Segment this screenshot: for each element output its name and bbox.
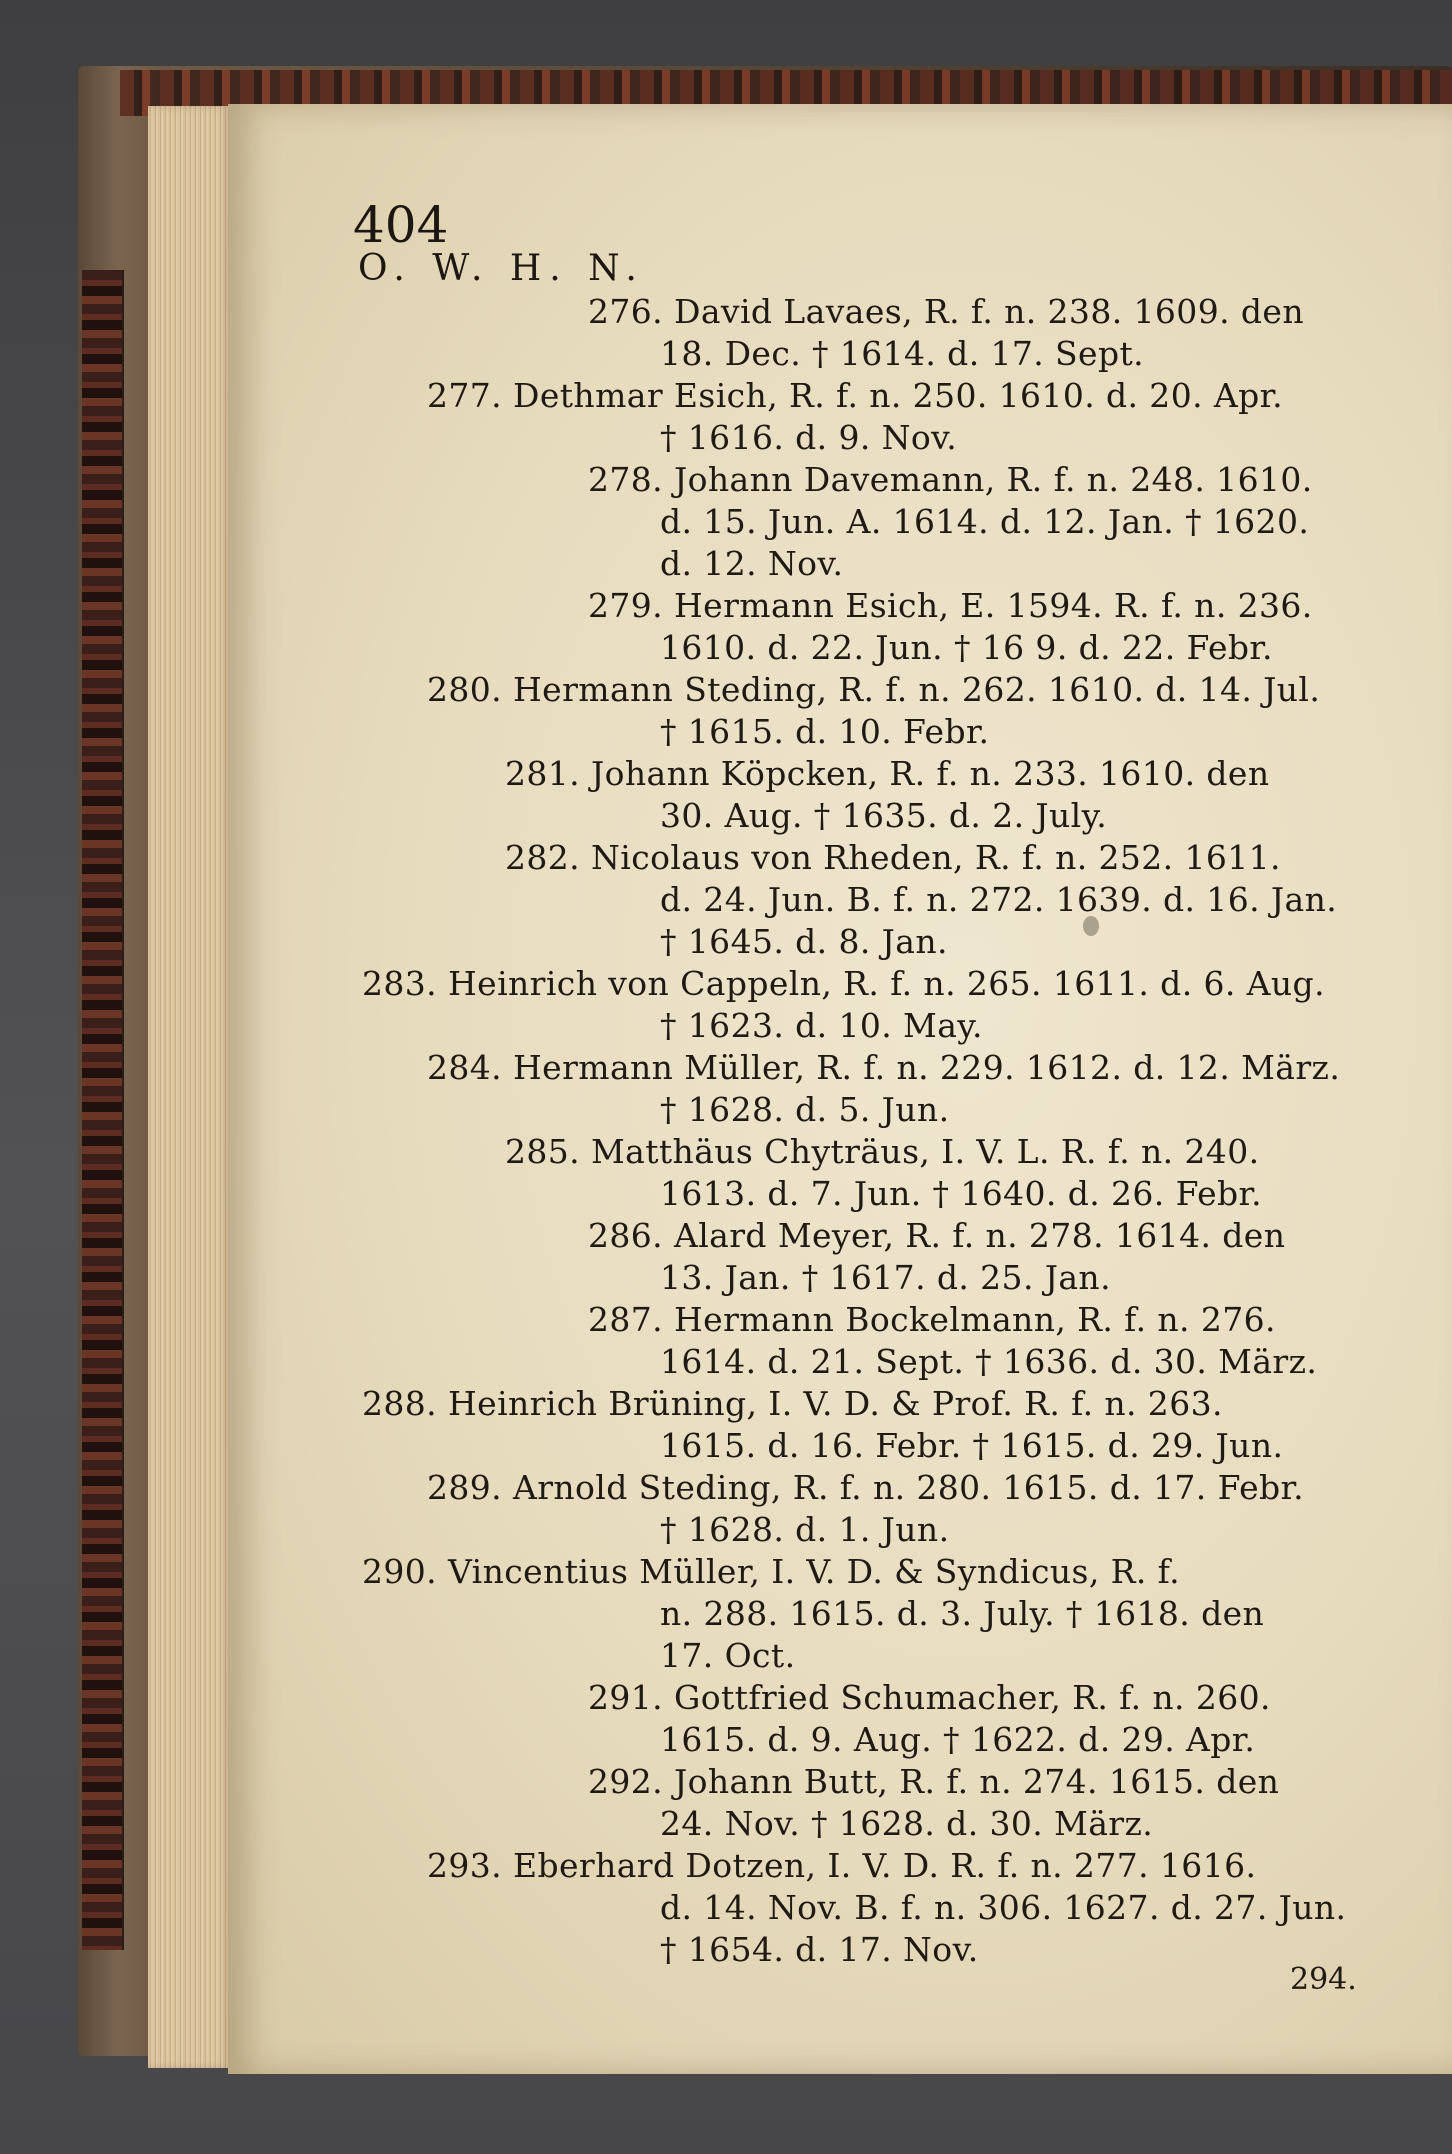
text-line: n. 288. 1615. d. 3. July. † 1618. den — [660, 1594, 1265, 1633]
text-line: † 1628. d. 5. Jun. — [660, 1090, 950, 1129]
text-line: 293. Eberhard Dotzen, I. V. D. R. f. n. 277. 1616. — [427, 1846, 1257, 1885]
text-line: 24. Nov. † 1628. d. 30. März. — [660, 1804, 1154, 1843]
text-line: 278. Johann Davemann, R. f. n. 248. 1610. — [588, 460, 1313, 499]
running-heading: O. W. H. N. — [358, 248, 645, 289]
text-line: 287. Hermann Bockelmann, R. f. n. 276. — [588, 1300, 1276, 1339]
text-line: † 1616. d. 9. Nov. — [660, 418, 958, 457]
text-line: 1614. d. 21. Sept. † 1636. d. 30. März. — [660, 1342, 1318, 1381]
text-line: † 1615. d. 10. Febr. — [660, 712, 990, 751]
text-line: † 1623. d. 10. May. — [660, 1006, 983, 1045]
text-line: d. 12. Nov. — [660, 544, 844, 583]
text-line: 277. Dethmar Esich, R. f. n. 250. 1610. d. 20. Apr. — [427, 376, 1284, 415]
text-line: 279. Hermann Esich, E. 1594. R. f. n. 236. — [588, 586, 1313, 625]
text-line: 282. Nicolaus von Rheden, R. f. n. 252. 1611. — [505, 838, 1281, 877]
marbled-cover-edge — [82, 270, 124, 1950]
text-line: 288. Heinrich Brüning, I. V. D. & Prof. R. f. n. 263. — [362, 1384, 1223, 1423]
text-line: 289. Arnold Steding, R. f. n. 280. 1615. d. 17. Febr. — [427, 1468, 1304, 1507]
text-line: 281. Johann Köpcken, R. f. n. 233. 1610. den — [505, 754, 1270, 793]
page-number: 404 — [353, 196, 449, 254]
text-line: 292. Johann Butt, R. f. n. 274. 1615. den — [588, 1762, 1280, 1801]
text-line: 30. Aug. † 1635. d. 2. July. — [660, 796, 1108, 835]
text-line: † 1654. d. 17. Nov. — [660, 1930, 979, 1969]
text-line: 291. Gottfried Schumacher, R. f. n. 260. — [588, 1678, 1271, 1717]
text-line: † 1628. d. 1. Jun. — [660, 1510, 950, 1549]
text-line: 276. David Lavaes, R. f. n. 238. 1609. den — [588, 292, 1304, 331]
text-line: d. 14. Nov. B. f. n. 306. 1627. d. 27. Jun. — [660, 1888, 1347, 1927]
text-line: 1610. d. 22. Jun. † 16 9. d. 22. Febr. — [660, 628, 1273, 667]
text-line: 13. Jan. † 1617. d. 25. Jan. — [660, 1258, 1111, 1297]
text-line: 1615. d. 16. Febr. † 1615. d. 29. Jun. — [660, 1426, 1284, 1465]
text-line: 290. Vincentius Müller, I. V. D. & Syndicus, R. f. — [362, 1552, 1180, 1591]
text-line: d. 24. Jun. B. f. n. 272. 1639. d. 16. Jan. — [660, 880, 1338, 919]
text-line: 283. Heinrich von Cappeln, R. f. n. 265. 1611. d. 6. Aug. — [362, 964, 1325, 1003]
text-line: 285. Matthäus Chyträus, I. V. L. R. f. n. 240. — [505, 1132, 1260, 1171]
text-line: 284. Hermann Müller, R. f. n. 229. 1612. d. 12. März. — [427, 1048, 1341, 1087]
page-block-edge — [148, 106, 232, 2068]
text-line: 286. Alard Meyer, R. f. n. 278. 1614. den — [588, 1216, 1286, 1255]
text-line: 17. Oct. — [660, 1636, 796, 1675]
text-line: 280. Hermann Steding, R. f. n. 262. 1610. d. 14. Jul. — [427, 670, 1321, 709]
text-line: d. 15. Jun. A. 1614. d. 12. Jan. † 1620. — [660, 502, 1310, 541]
text-line: † 1645. d. 8. Jan. — [660, 922, 948, 961]
text-line: 18. Dec. † 1614. d. 17. Sept. — [660, 334, 1145, 373]
text-line: 1613. d. 7. Jun. † 1640. d. 26. Febr. — [660, 1174, 1262, 1213]
catchword: 294. — [1290, 1962, 1357, 1997]
text-line: 1615. d. 9. Aug. † 1622. d. 29. Apr. — [660, 1720, 1256, 1759]
